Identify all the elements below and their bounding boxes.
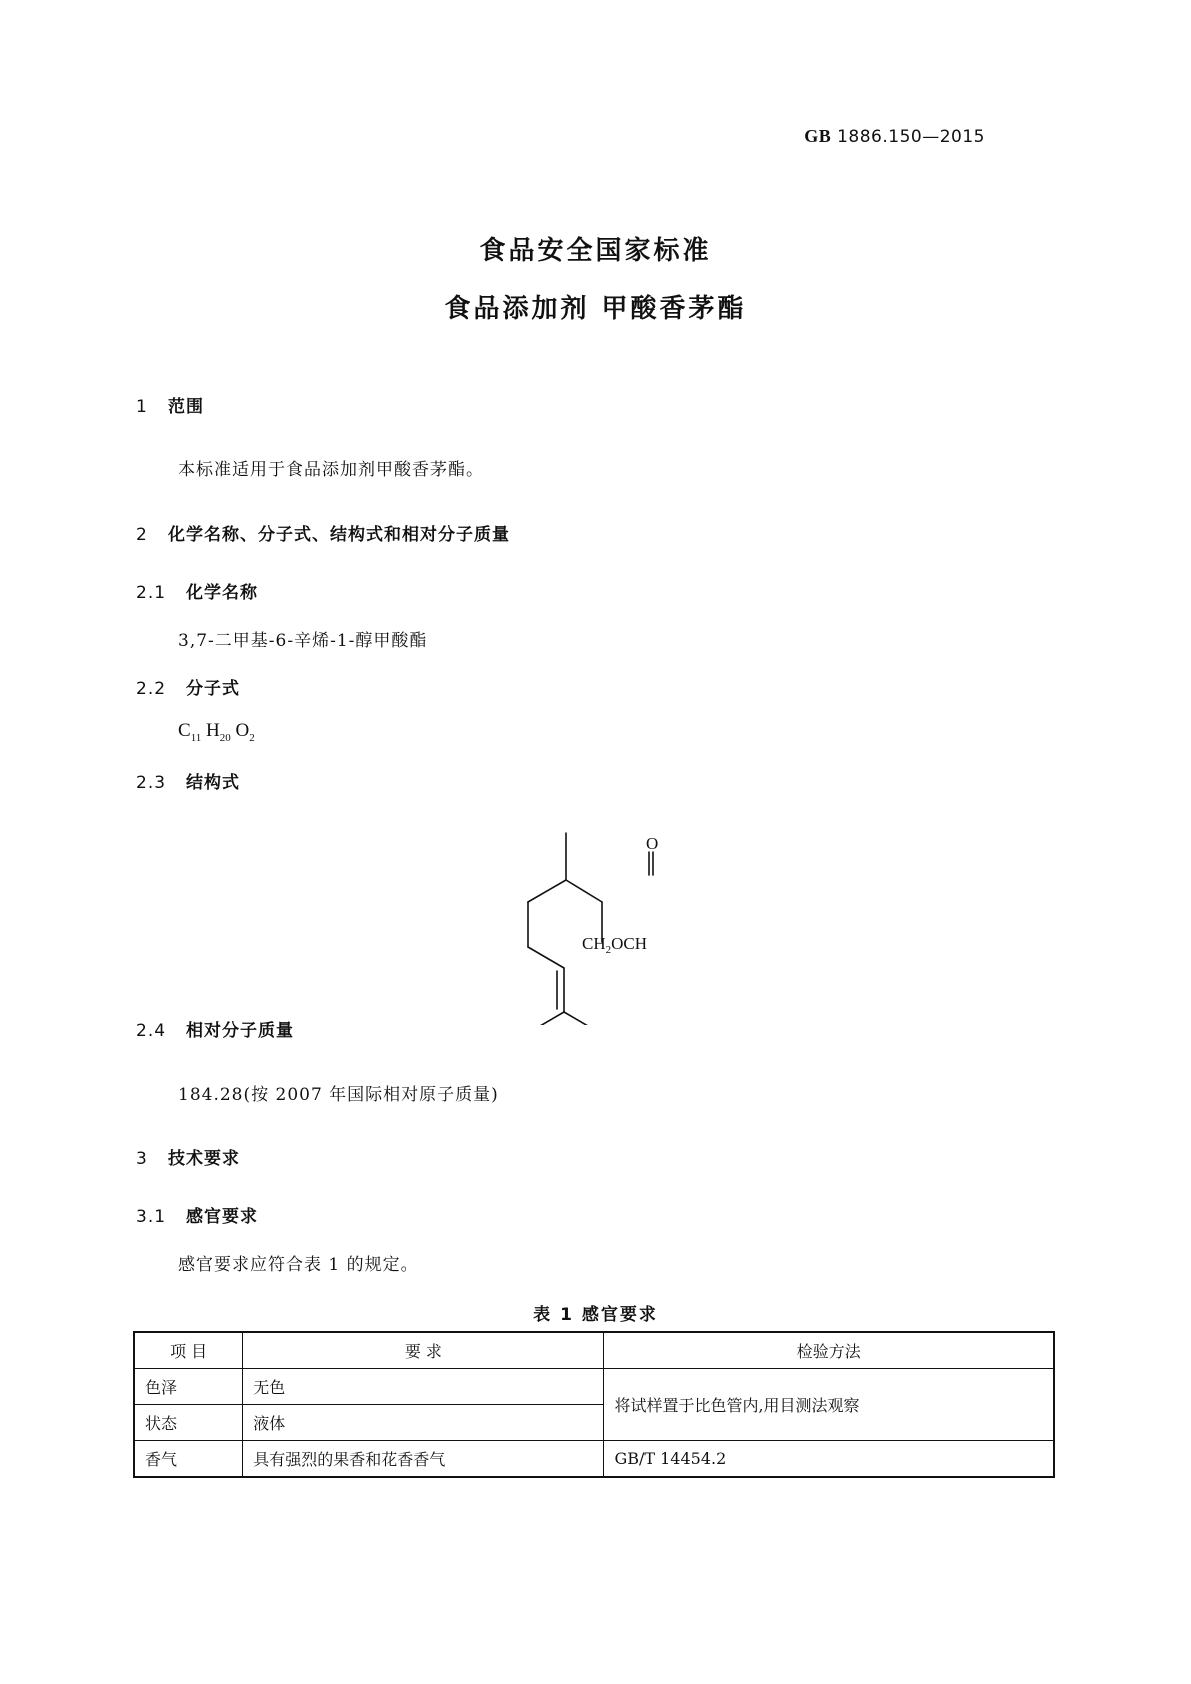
section-2-3-heading bbox=[136, 768, 240, 793]
cell-item: 状态 bbox=[134, 1405, 243, 1441]
section-title: 感官要求 bbox=[186, 1207, 258, 1227]
header-item: 项 目 bbox=[134, 1332, 243, 1369]
section-2-1-heading bbox=[136, 578, 258, 603]
sensory-requirements-table bbox=[133, 1331, 1055, 1478]
section-title: 结构式 bbox=[186, 773, 240, 793]
bond-chain-right-1 bbox=[566, 880, 602, 902]
chemical-name: 3,7-二甲基-6-辛烯-1-醇甲酸酯 bbox=[178, 631, 428, 651]
section-2-2-heading bbox=[136, 674, 240, 699]
skeleton-bonds bbox=[528, 833, 653, 1025]
standard-code bbox=[804, 126, 985, 147]
page-title: 食品安全国家标准 bbox=[479, 236, 712, 266]
cell-method: GB/T 14454.2 bbox=[604, 1441, 1054, 1478]
section-title: 技术要求 bbox=[168, 1149, 240, 1169]
cell-requirement: 液体 bbox=[243, 1405, 604, 1441]
section-title: 化学名称、分子式、结构式和相对分子质量 bbox=[168, 525, 510, 545]
oxygen-label: O bbox=[646, 834, 659, 853]
group-subscript: 2 bbox=[605, 944, 612, 956]
cell-requirement: 无色 bbox=[243, 1369, 604, 1405]
count-h: 20 bbox=[219, 731, 231, 744]
bond-chain-left-3 bbox=[528, 947, 564, 968]
cell-item: 色泽 bbox=[134, 1369, 243, 1405]
section-title: 化学名称 bbox=[186, 583, 258, 603]
section-number: 2 bbox=[136, 525, 148, 545]
element-h: H bbox=[206, 720, 220, 741]
section-1-body: 本标准适用于食品添加剂甲酸香茅酯。 bbox=[178, 460, 484, 480]
element-c: C bbox=[178, 720, 191, 741]
standard-number: 1886.150—2015 bbox=[837, 127, 985, 147]
molecular-formula bbox=[178, 720, 255, 744]
cell-requirement: 具有强烈的果香和花香香气 bbox=[243, 1441, 604, 1478]
section-1-heading bbox=[136, 392, 204, 417]
header-requirement: 要 求 bbox=[243, 1332, 604, 1369]
bond-terminal-left bbox=[528, 1012, 564, 1025]
count-c: 11 bbox=[190, 731, 202, 744]
count-o: 2 bbox=[249, 731, 255, 744]
table-row bbox=[134, 1369, 1054, 1405]
group-part-b: OCH bbox=[611, 934, 648, 953]
section-2-heading bbox=[136, 520, 510, 545]
section-number: 3.1 bbox=[136, 1207, 167, 1227]
structural-formula bbox=[500, 815, 690, 1025]
molecular-mass: 184.28(按 2007 年国际相对原子质量) bbox=[178, 1085, 499, 1105]
bond-terminal-right bbox=[564, 1012, 600, 1025]
section-title: 相对分子质量 bbox=[186, 1021, 294, 1041]
section-number: 2.4 bbox=[136, 1021, 167, 1041]
section-title: 范围 bbox=[168, 397, 204, 417]
section-3-1-body: 感官要求应符合表 1 的规定。 bbox=[178, 1255, 419, 1275]
ester-group-label bbox=[582, 934, 647, 956]
bond-chain-left-1 bbox=[528, 880, 566, 902]
page-subtitle: 食品添加剂 甲酸香茅酯 bbox=[444, 294, 747, 324]
section-3-heading bbox=[136, 1144, 240, 1169]
header-method: 检验方法 bbox=[604, 1332, 1054, 1369]
section-number: 1 bbox=[136, 397, 148, 417]
section-title: 分子式 bbox=[186, 679, 240, 699]
section-number: 2.3 bbox=[136, 773, 167, 793]
section-number: 3 bbox=[136, 1149, 148, 1169]
table-caption: 表 1 感官要求 bbox=[533, 1305, 658, 1325]
section-2-4-heading bbox=[136, 1016, 294, 1041]
section-number: 2.2 bbox=[136, 679, 167, 699]
group-part-a: CH bbox=[582, 934, 606, 953]
element-o: O bbox=[235, 720, 250, 741]
cell-method-merged: 将试样置于比色管内,用目测法观察 bbox=[604, 1369, 1054, 1441]
table-row bbox=[134, 1441, 1054, 1478]
standard-prefix: GB bbox=[804, 126, 832, 146]
cell-item: 香气 bbox=[134, 1441, 243, 1478]
table-header-row bbox=[134, 1332, 1054, 1369]
section-3-1-heading bbox=[136, 1202, 258, 1227]
section-number: 2.1 bbox=[136, 583, 167, 603]
